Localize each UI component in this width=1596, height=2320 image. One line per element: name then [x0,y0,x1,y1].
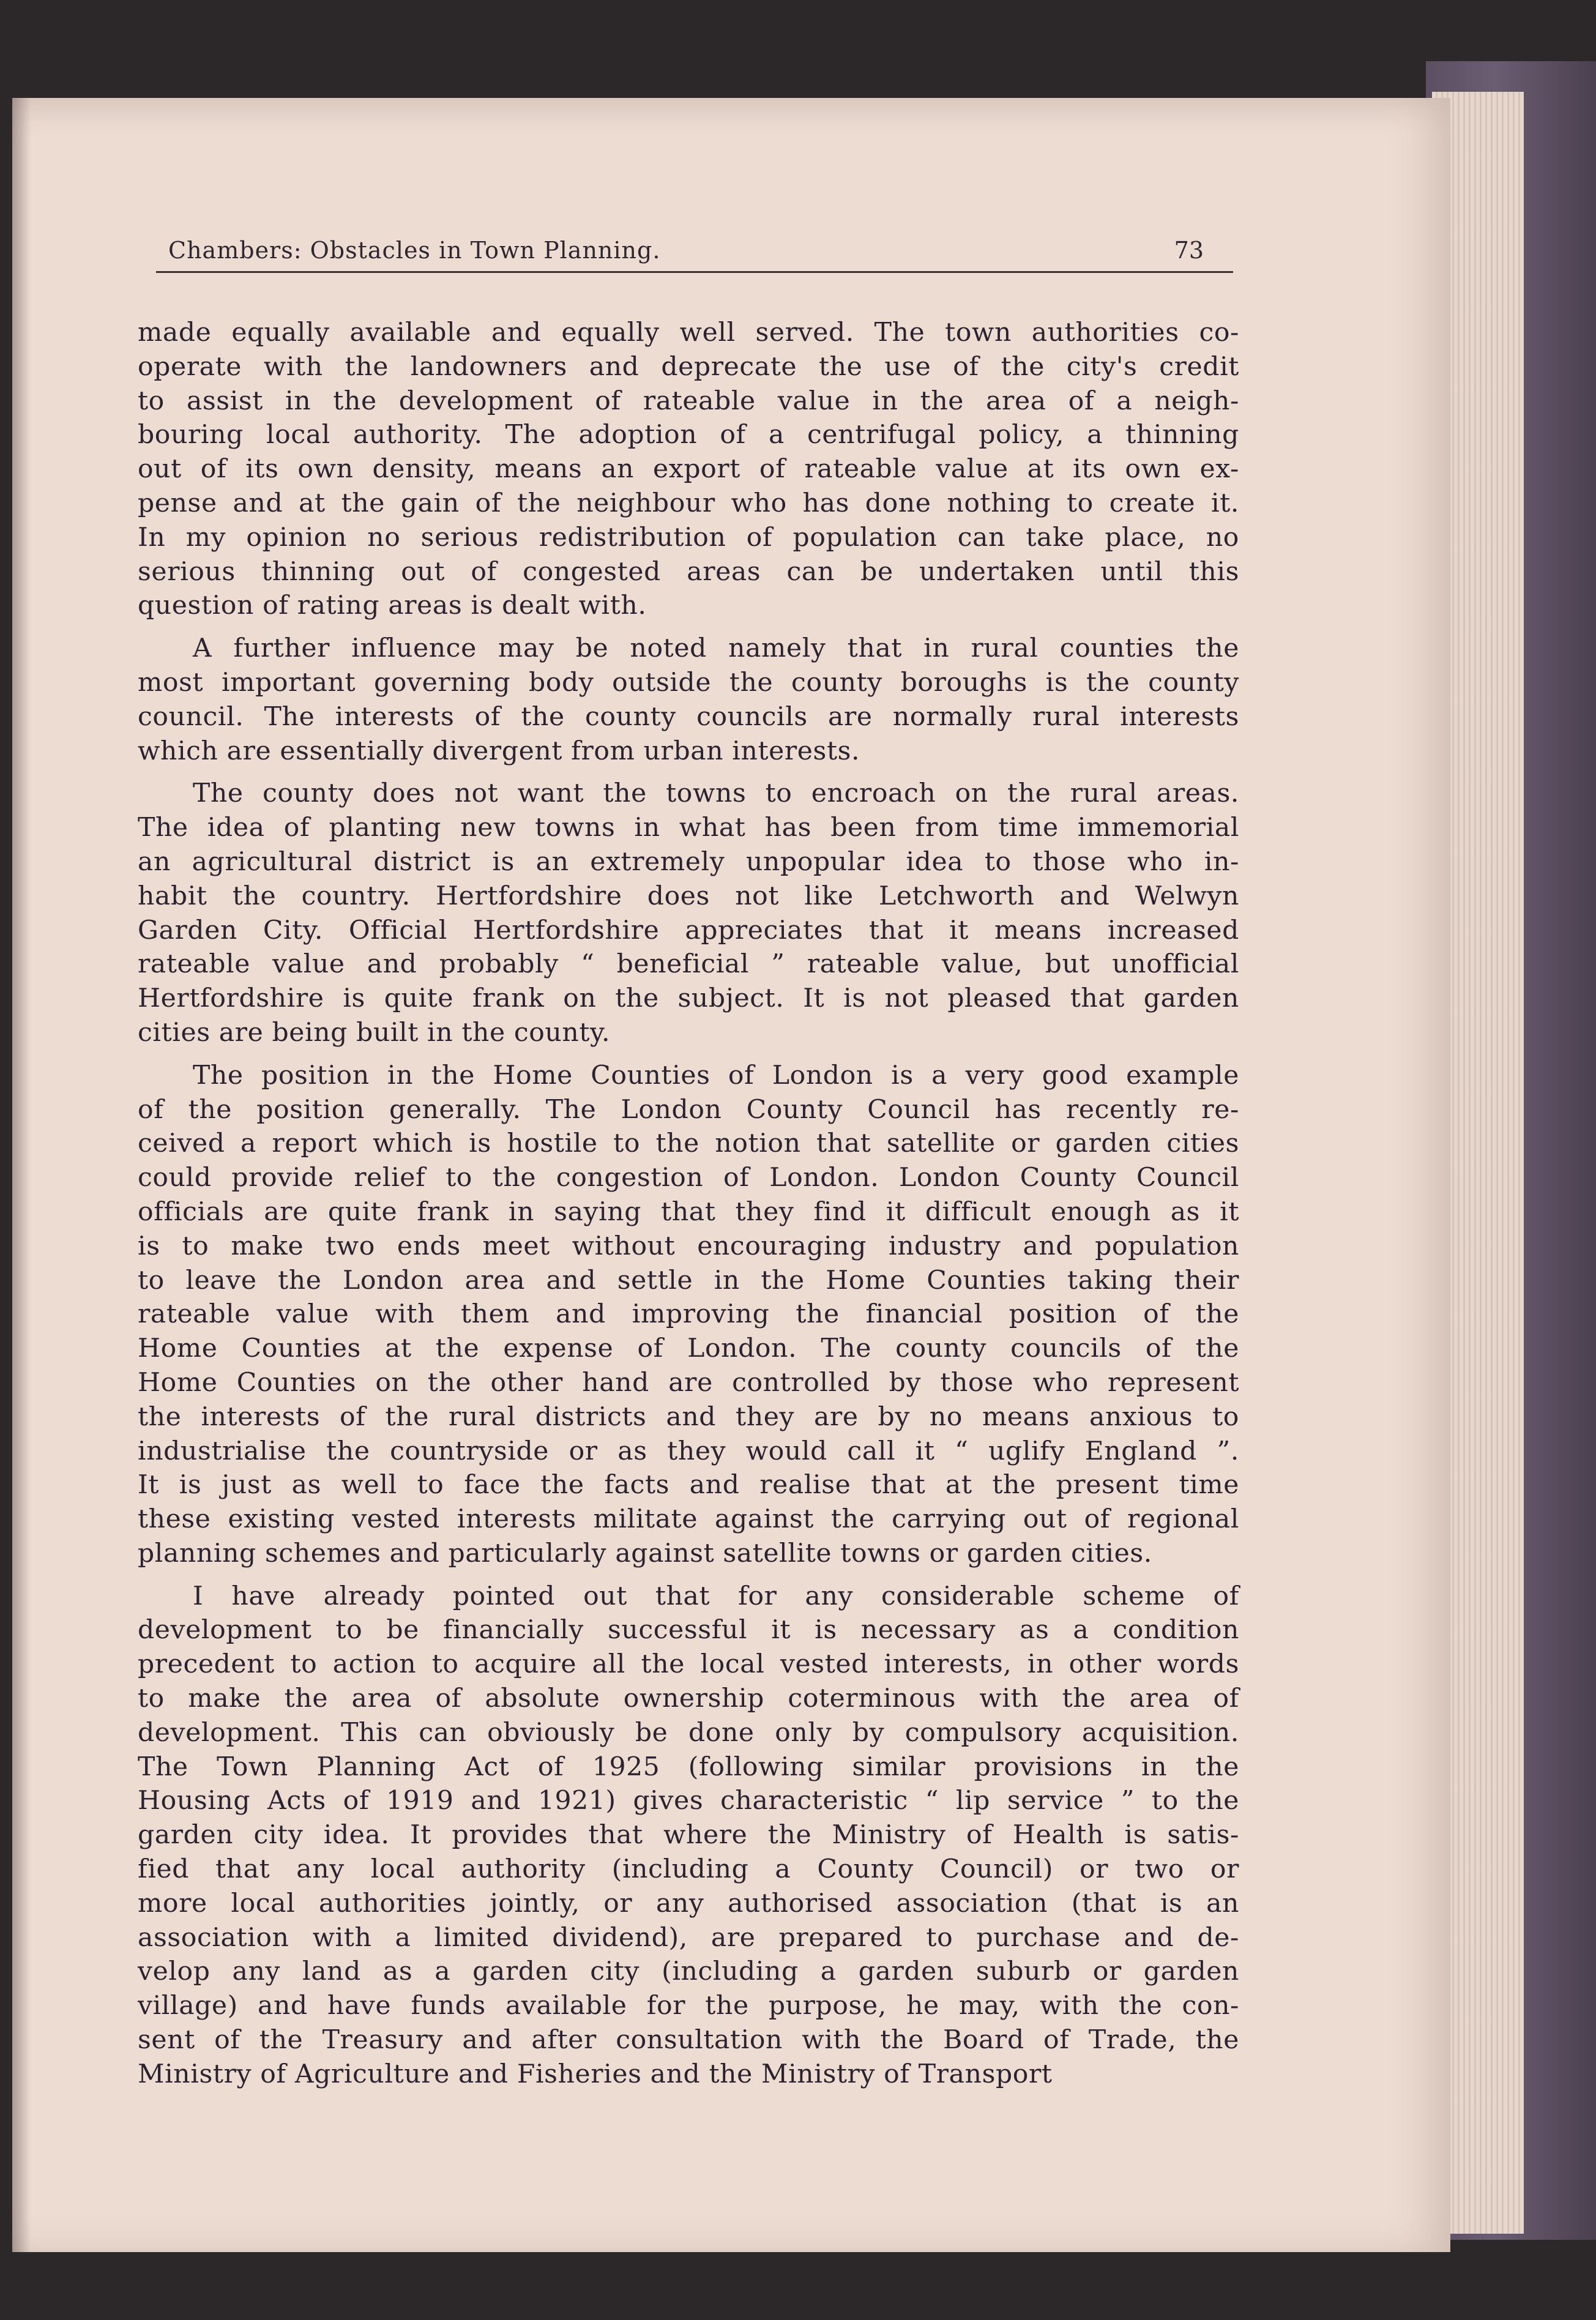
text-line: operate with the landowners and deprecate the use of the city's credit [138,351,1239,382]
text-line: planning schemes and particularly against satellite towns or garden cities. [138,1538,1152,1568]
running-head-title: Chambers: Obstacles in Town Planning. [168,237,661,264]
text-line: The county does not want the towns to encroach on the rural areas. [193,778,1239,809]
gutter-shadow [12,98,31,2252]
text-line: most important governing body outside the county boroughs is the county [138,667,1239,698]
paragraph [138,316,1239,623]
running-head [156,236,1233,273]
text-line: Home Counties at the expense of London. The county councils of the [138,1333,1239,1364]
text-line: rateable value with them and improving the financial position of the [138,1299,1239,1330]
text-line: officials are quite frank in saying that they find it difficult enough as it [138,1196,1239,1227]
text-line: Hertfordshire is quite frank on the subject. It is not pleased that garden [138,983,1239,1014]
text-line: an agricultural district is an extremely unpopular idea to those who in- [138,846,1239,877]
paragraph [138,1059,1239,1571]
text-line: fied that any local authority (including a County Council) or two or [138,1854,1239,1885]
text-line: the interests of the rural districts and they are by no means anxious to [138,1401,1239,1432]
text-line: out of its own density, means an export of rateable value at its own ex- [138,454,1239,485]
text-line: The Town Planning Act of 1925 (following similar provisions in the [138,1751,1239,1782]
text-line: bouring local authority. The adoption of a centrifugal policy, a thinning [138,420,1239,450]
text-line: cities are being built in the county. [138,1017,611,1048]
text-line: The position in the Home Counties of London is a very good example [193,1060,1239,1091]
text-line: association with a limited dividend), are prepared to purchase and de- [138,1922,1239,1953]
text-line: pense and at the gain of the neighbour who has done nothing to create it. [138,488,1239,518]
paragraph [138,632,1239,768]
text-line: habit the country. Hertfordshire does not like Letchworth and Welwyn [138,881,1239,911]
text-line: ceived a report which is hostile to the notion that satellite or garden cities [138,1128,1239,1159]
text-line: I have already pointed out that for any considerable scheme of [193,1581,1239,1611]
text-line: could provide relief to the congestion of London. London County Council [138,1163,1239,1193]
text-line: development. This can obviously be done only by compulsory acquisition. [138,1717,1239,1748]
text-line: sent of the Treasury and after consultation with the Board of Trade, the [138,2025,1239,2056]
text-line: to assist in the development of rateable value in the area of a neigh- [138,386,1239,416]
text-line: these existing vested interests militate against the carrying out of regional [138,1504,1239,1535]
page-number: 73 [1174,237,1204,264]
body-text [138,316,1239,2100]
text-line: of the position generally. The London County Council has recently re- [138,1094,1239,1125]
text-line: village) and have funds available for the purpose, he may, with the con- [138,1991,1239,2021]
text-line: council. The interests of the county councils are normally rural interests [138,701,1239,732]
paragraph [138,777,1239,1050]
text-line: precedent to action to acquire all the local vested interests, in other words [138,1649,1239,1680]
text-line: Garden City. Official Hertfordshire appreciates that it means increased [138,915,1239,946]
text-line: question of rating areas is dealt with. [138,591,647,621]
text-line: Ministry of Agriculture and Fisheries and the Ministry of Transport [138,2059,1053,2089]
text-line: Home Counties on the other hand are controlled by those who represent [138,1367,1239,1398]
text-line: velop any land as a garden city (including a garden suburb or garden [138,1956,1239,1987]
text-line: A further influence may be noted namely that in rural counties the [193,633,1239,664]
text-line: to make the area of absolute ownership coterminous with the area of [138,1684,1239,1714]
text-line: development to be financially successful it is necessary as a condition [138,1615,1239,1646]
text-line: In my opinion no serious redistribution of population can take place, no [138,522,1239,553]
text-line: Housing Acts of 1919 and 1921) gives characteristic “ lip service ” to the [138,1786,1239,1816]
text-line: is to make two ends meet without encouraging industry and population [138,1231,1239,1261]
text-line: serious thinning out of congested areas can be undertaken until this [138,556,1239,587]
text-line: It is just as well to face the facts and realise that at the present time [138,1470,1239,1501]
text-line: more local authorities jointly, or any authorised association (that is an [138,1888,1239,1919]
text-line: rateable value and probably “ beneficial ” rateable value, but unofficial [138,949,1239,980]
text-line: made equally available and equally well served. The town authorities co- [138,318,1239,348]
text-line: garden city idea. It provides that where the Ministry of Health is satis- [138,1820,1239,1851]
text-line: The idea of planting new towns in what has been from time immemorial [138,813,1239,843]
text-line: which are essentially divergent from urban interests. [138,736,860,766]
paragraph [138,1580,1239,2092]
text-line: to leave the London area and settle in the Home Counties taking their [138,1265,1239,1296]
text-line: industrialise the countryside or as they would call it “ uglify England ”. [138,1436,1239,1466]
